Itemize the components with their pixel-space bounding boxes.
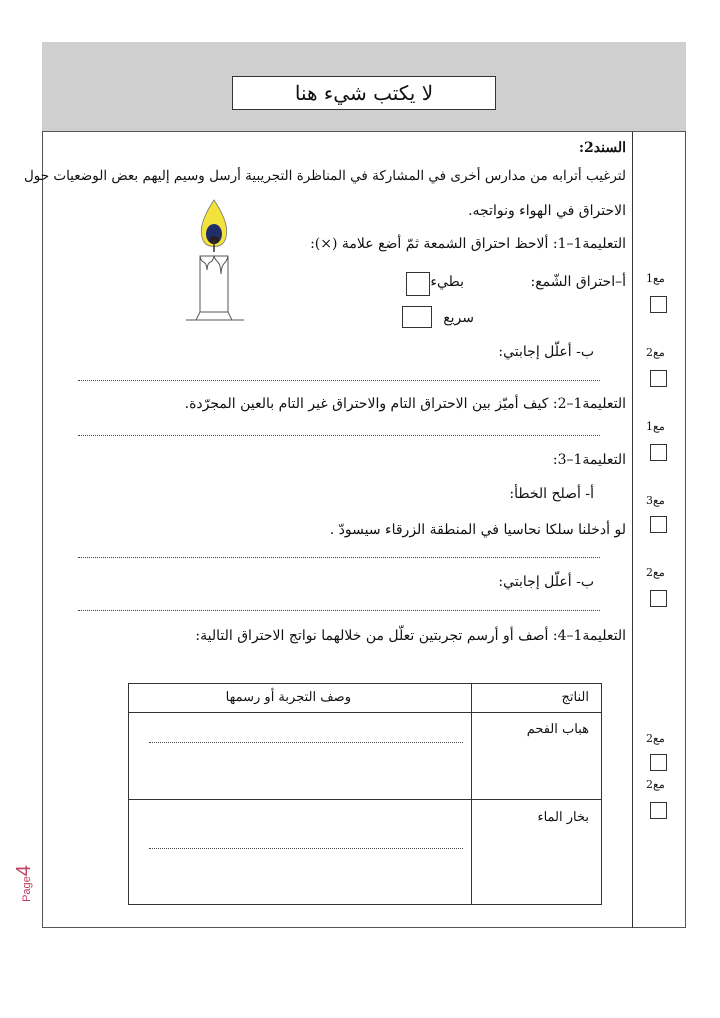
answer-line[interactable] — [149, 742, 463, 743]
answer-line[interactable] — [78, 380, 600, 381]
page-digit: 4 — [12, 865, 35, 877]
intro-line-2: الاحتراق في الهواء ونواتجه. — [468, 203, 626, 219]
page-prefix: Page — [20, 876, 33, 902]
answer-line[interactable] — [78, 557, 600, 558]
q1-3-statement: لو أدخلنا سلكا نحاسيا في المنطقة الزرقاء سيسودّ . — [329, 522, 626, 538]
table-header-description: وصف التجربة أو رسمها — [225, 690, 351, 705]
criterion-checkbox[interactable] — [650, 802, 667, 819]
header-notice: لا يكتب شيء هنا — [232, 76, 496, 110]
page-number — [13, 865, 36, 902]
q1-2-title: التعليمة1–2: كيف أميّز بين الاحتراق التام والاحتراق غير التام بالعين المجرّدة. — [184, 396, 626, 412]
criterion-mark: مع1 — [646, 420, 665, 433]
option-slow-label: بطيء — [430, 274, 464, 290]
criterion-mark: مع1 — [646, 272, 665, 285]
answer-line[interactable] — [78, 435, 600, 436]
q1-1-title: التعليمة1–1: ألاحظ احتراق الشمعة ثمّ أضع علامة (×): — [310, 236, 626, 252]
criterion-mark: مع2 — [646, 346, 665, 359]
criterion-mark: مع2 — [646, 778, 665, 791]
q1-3-a: أ- أصلح الخطأ: — [509, 486, 594, 502]
table-cell-product: هباب الفحم — [526, 722, 589, 737]
table-cell-product: بخار الماء — [537, 810, 589, 825]
option-slow-checkbox[interactable] — [406, 272, 430, 296]
q1-1-b: ب- أعلّل إجابتي: — [498, 344, 594, 360]
q1-1-a: أ–احتراق الشّمع: — [530, 274, 626, 290]
table-header-product: الناتج — [561, 690, 589, 705]
q1-3-b: ب- أعلّل إجابتي: — [498, 574, 594, 590]
criterion-checkbox[interactable] — [650, 754, 667, 771]
q1-4-title: التعليمة1–4: أصف أو أرسم تجربتين تعلّل من خلالهما نواتج الاحتراق التالية: — [195, 628, 626, 644]
criterion-mark: مع3 — [646, 494, 665, 507]
table-divider — [129, 799, 601, 800]
criterion-checkbox[interactable] — [650, 370, 667, 387]
margin-divider — [632, 132, 633, 928]
experiments-table — [128, 683, 602, 905]
criterion-mark: مع2 — [646, 732, 665, 745]
option-fast-checkbox[interactable] — [402, 306, 432, 328]
intro-line-1: لترغيب أترابه من مدارس أخرى في المشاركة في المناظرة التجريبية أرسل وسيم إليهم بعض الوضعيات حول — [23, 168, 626, 184]
answer-line[interactable] — [149, 848, 463, 849]
table-divider — [129, 712, 601, 713]
criterion-checkbox[interactable] — [650, 296, 667, 313]
q1-3-title: التعليمة1–3: — [552, 452, 626, 468]
candle-illustration — [180, 196, 250, 326]
criterion-checkbox[interactable] — [650, 516, 667, 533]
criterion-checkbox[interactable] — [650, 590, 667, 607]
option-fast-label: سريع — [443, 310, 474, 326]
criterion-checkbox[interactable] — [650, 444, 667, 461]
table-column-divider — [471, 684, 472, 904]
criterion-mark: مع2 — [646, 566, 665, 579]
answer-line[interactable] — [78, 610, 600, 611]
source-label: السند2: — [578, 140, 626, 156]
